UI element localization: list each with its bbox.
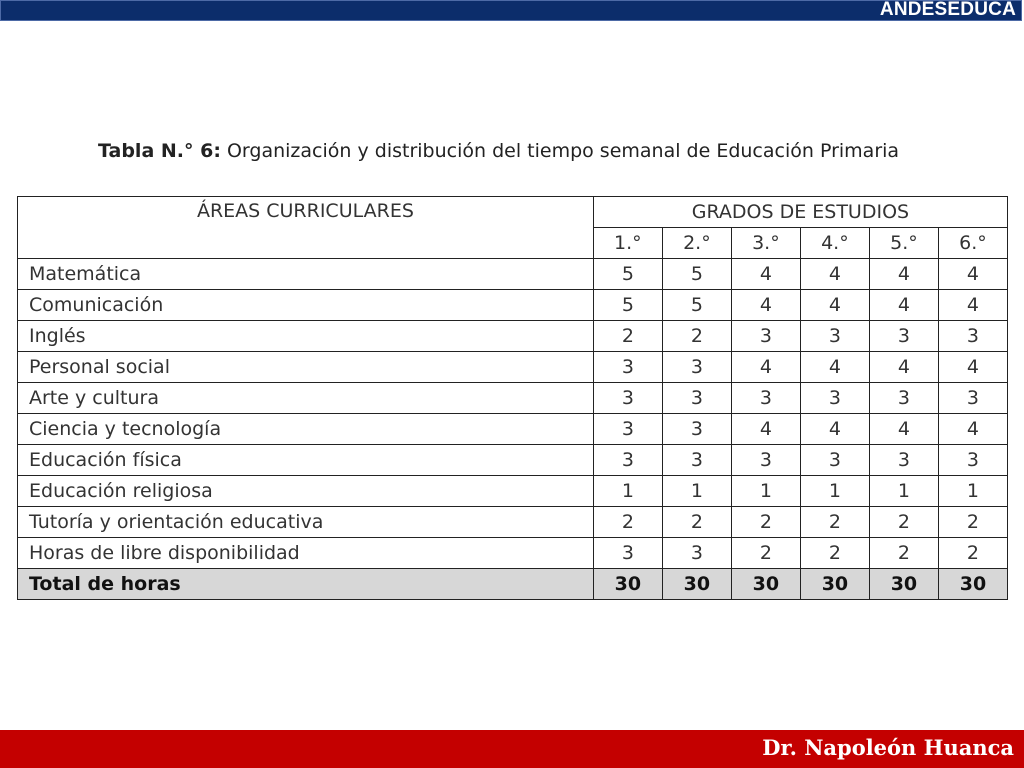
table-title <box>98 140 899 162</box>
grade-header-5: 5.° <box>869 228 938 259</box>
table-row <box>18 352 1008 383</box>
table-row <box>18 259 1008 290</box>
hours-cell: 5 <box>593 290 662 321</box>
hours-cell: 3 <box>593 445 662 476</box>
hours-cell: 3 <box>593 352 662 383</box>
hours-cell: 3 <box>731 445 800 476</box>
hours-cell: 4 <box>869 259 938 290</box>
hours-cell: 2 <box>731 507 800 538</box>
footer-bar <box>0 730 1024 768</box>
hours-cell: 1 <box>731 476 800 507</box>
hours-cell: 2 <box>593 507 662 538</box>
hours-cell: 1 <box>938 476 1007 507</box>
hours-cell: 4 <box>800 290 869 321</box>
top-header-bar <box>0 0 1024 24</box>
total-cell: 30 <box>731 569 800 600</box>
table-row <box>18 507 1008 538</box>
total-row <box>18 569 1008 600</box>
hours-cell: 3 <box>731 321 800 352</box>
hours-cell: 3 <box>869 383 938 414</box>
hours-cell: 4 <box>800 414 869 445</box>
hours-cell: 1 <box>593 476 662 507</box>
hours-cell: 2 <box>593 321 662 352</box>
hours-cell: 5 <box>662 259 731 290</box>
hours-cell: 4 <box>731 352 800 383</box>
schedule-table <box>17 196 1008 600</box>
table-row <box>18 445 1008 476</box>
grade-header-1: 1.° <box>593 228 662 259</box>
hours-cell: 3 <box>800 383 869 414</box>
hours-cell: 3 <box>800 445 869 476</box>
area-cell: Tutoría y orientación educativa <box>18 507 594 538</box>
hours-cell: 5 <box>593 259 662 290</box>
total-cell: 30 <box>869 569 938 600</box>
table-row <box>18 321 1008 352</box>
hours-cell: 3 <box>938 383 1007 414</box>
total-cell: 30 <box>938 569 1007 600</box>
hours-cell: 4 <box>938 290 1007 321</box>
hours-cell: 1 <box>662 476 731 507</box>
total-cell: 30 <box>593 569 662 600</box>
hours-cell: 3 <box>869 445 938 476</box>
table-row <box>18 538 1008 569</box>
area-cell: Horas de libre disponibilidad <box>18 538 594 569</box>
table-row <box>18 414 1008 445</box>
hours-cell: 2 <box>731 538 800 569</box>
hours-cell: 2 <box>662 321 731 352</box>
hours-cell: 4 <box>800 259 869 290</box>
grades-header: GRADOS DE ESTUDIOS <box>593 197 1007 228</box>
hours-cell: 4 <box>800 352 869 383</box>
hours-cell: 3 <box>869 321 938 352</box>
area-cell: Personal social <box>18 352 594 383</box>
hours-cell: 2 <box>869 538 938 569</box>
total-cell: 30 <box>800 569 869 600</box>
table-caption: Organización y distribución del tiempo semanal de Educación Primaria <box>220 140 900 162</box>
hours-cell: 4 <box>869 414 938 445</box>
area-cell: Educación religiosa <box>18 476 594 507</box>
total-cell: 30 <box>662 569 731 600</box>
hours-cell: 4 <box>731 259 800 290</box>
hours-cell: 1 <box>869 476 938 507</box>
area-cell: Arte y cultura <box>18 383 594 414</box>
hours-cell: 5 <box>662 290 731 321</box>
grade-header-4: 4.° <box>800 228 869 259</box>
hours-cell: 3 <box>662 414 731 445</box>
areas-header: ÁREAS CURRICULARES <box>18 197 594 259</box>
hours-cell: 3 <box>938 445 1007 476</box>
hours-cell: 2 <box>938 538 1007 569</box>
grade-header-3: 3.° <box>731 228 800 259</box>
hours-cell: 4 <box>938 352 1007 383</box>
hours-cell: 3 <box>800 321 869 352</box>
area-cell: Inglés <box>18 321 594 352</box>
hours-cell: 3 <box>593 383 662 414</box>
hours-cell: 3 <box>662 383 731 414</box>
grade-header-2: 2.° <box>662 228 731 259</box>
hours-cell: 2 <box>800 538 869 569</box>
hours-cell: 3 <box>938 321 1007 352</box>
table-row <box>18 383 1008 414</box>
area-cell: Educación física <box>18 445 594 476</box>
hours-cell: 2 <box>800 507 869 538</box>
table-row <box>18 290 1008 321</box>
author-name: Dr. Napoleón Huanca <box>762 735 1014 760</box>
hours-cell: 1 <box>800 476 869 507</box>
hours-cell: 4 <box>731 414 800 445</box>
total-label: Total de horas <box>18 569 594 600</box>
header-band <box>0 0 1022 21</box>
hours-cell: 4 <box>869 290 938 321</box>
hours-cell: 2 <box>938 507 1007 538</box>
hours-cell: 3 <box>593 414 662 445</box>
hours-cell: 3 <box>593 538 662 569</box>
hours-cell: 4 <box>869 352 938 383</box>
table-header-row <box>18 197 1008 228</box>
hours-cell: 3 <box>662 352 731 383</box>
hours-cell: 3 <box>662 445 731 476</box>
hours-cell: 2 <box>869 507 938 538</box>
area-cell: Comunicación <box>18 290 594 321</box>
hours-cell: 4 <box>938 259 1007 290</box>
area-cell: Ciencia y tecnología <box>18 414 594 445</box>
area-cell: Matemática <box>18 259 594 290</box>
hours-cell: 3 <box>662 538 731 569</box>
hours-cell: 4 <box>731 290 800 321</box>
brand-label: ANDESEDUCA <box>879 0 1016 20</box>
table-number: Tabla N.° 6: <box>98 140 221 162</box>
hours-cell: 4 <box>938 414 1007 445</box>
grade-header-6: 6.° <box>938 228 1007 259</box>
hours-cell: 2 <box>662 507 731 538</box>
table-row <box>18 476 1008 507</box>
hours-cell: 3 <box>731 383 800 414</box>
